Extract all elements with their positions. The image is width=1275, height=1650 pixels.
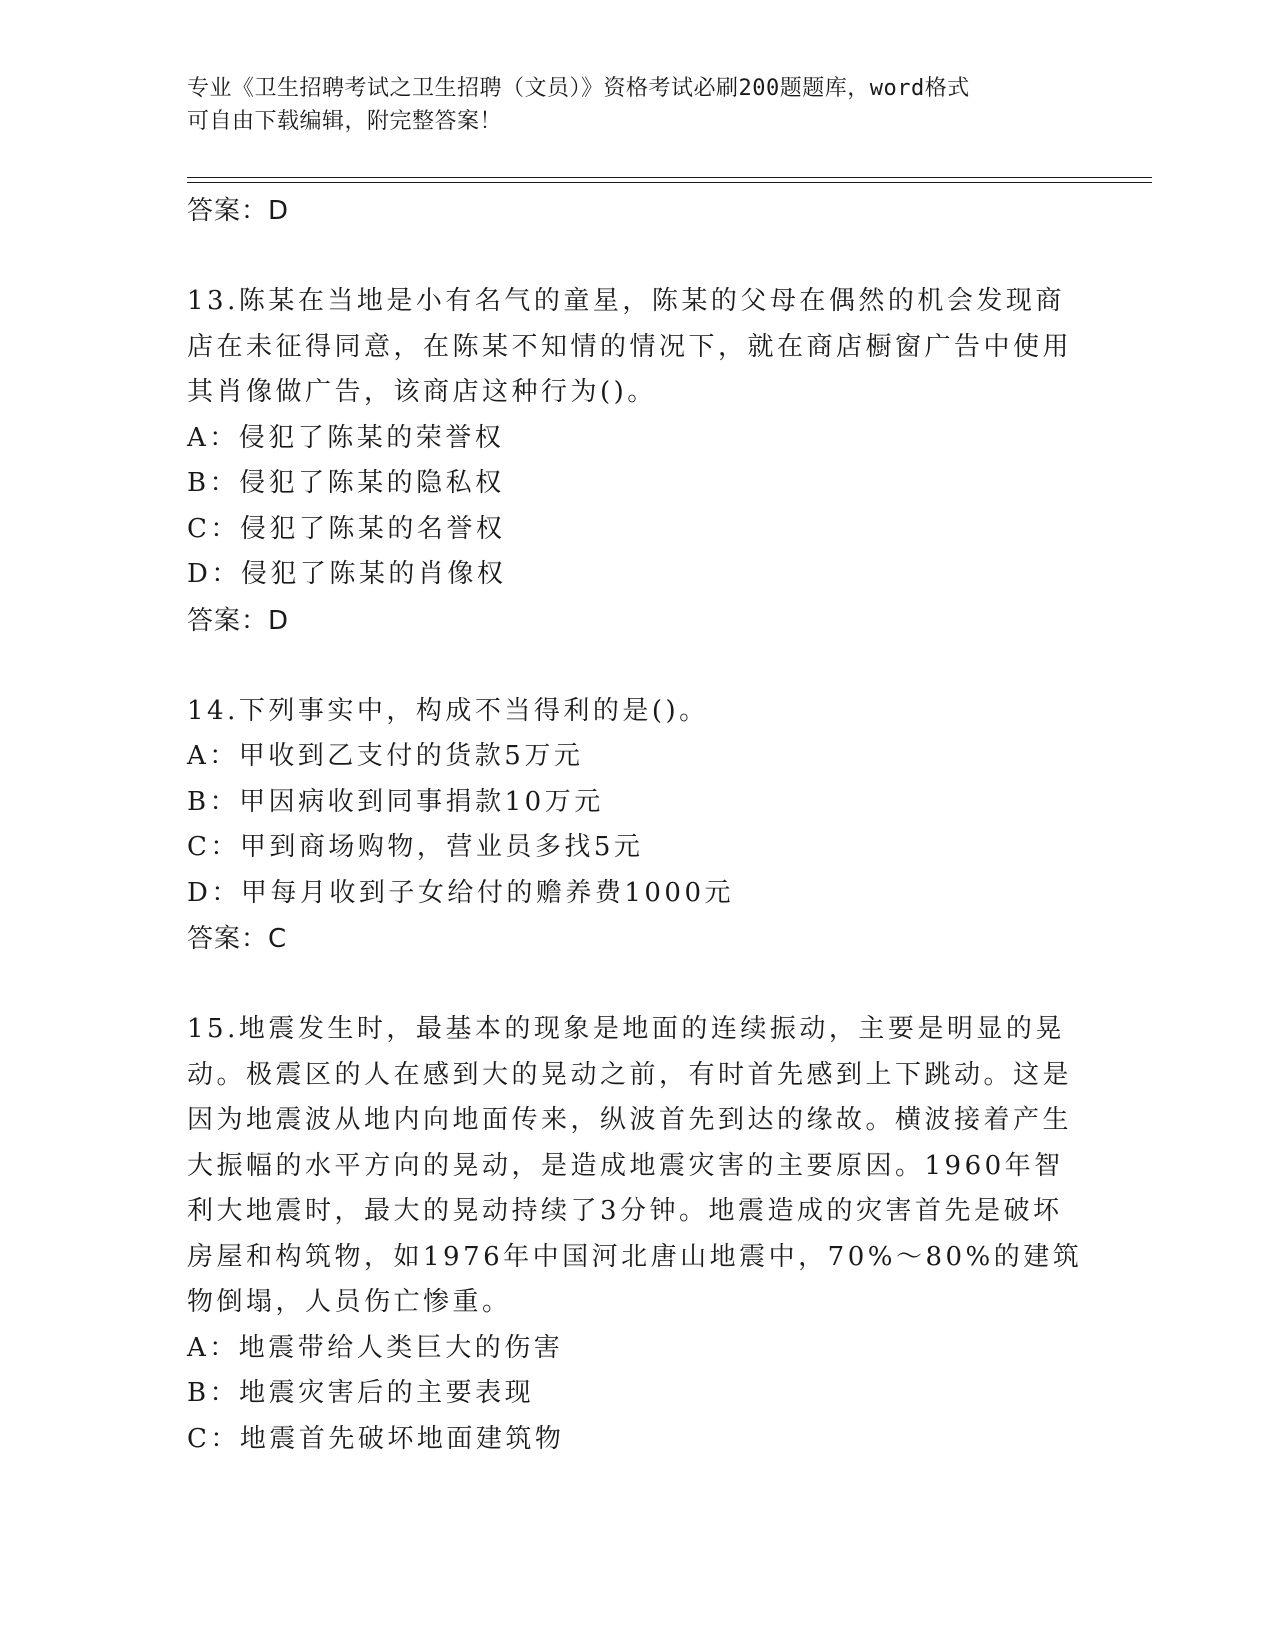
option-b: B：地震灾害后的主要表现 [187,1378,535,1408]
option-b: B：侵犯了陈某的隐私权 [187,468,505,498]
question-stem: 13.陈某在当地是小有名气的童星，陈某的父母在偶然的机会发现商店在未征得同意，在陈某不知情的情况下，就在商店橱窗广告中使用其肖像做广告，该商店这种行为()。 [187,286,1073,407]
question-15 [187,1007,1087,1462]
answer-14: 答案：C [187,924,288,954]
option-a: A：甲收到乙支付的货款5万元 [187,741,584,771]
header-line-1: 专业《卫生招聘考试之卫生招聘（文员）》资格考试必刷200题题库，word格式 [187,76,970,101]
answer-13: 答案：D [187,605,290,636]
document-header [187,72,1067,138]
question-stem: 14.下列事实中，构成不当得利的是()。 [187,695,709,726]
option-b: B：甲因病收到同事捐款10万元 [187,786,604,817]
header-divider-top [187,177,1152,178]
question-stem: 15.地震发生时，最基本的现象是地面的连续振动，主要是明显的晃动。极震区的人在感到大的晃动之前，有时首先感到上下跳动。这是因为地震波从地内向地面传来，纵波首先到达的缘故。横波接着产生大振幅的水平方向的晃动，是造成地震灾害的主要原因。1960年智利大地震时，最大的晃动持续了3分钟。地震造成的灾害首先是破坏房屋和构筑物，如1976年中国河北唐山地震中，70%～80%的建筑物倒塌，人员伤亡惨重。 [187,1014,1083,1317]
option-c: C：甲到商场购物，营业员多找5元 [187,832,644,862]
question-14 [187,689,1087,963]
header-divider-bottom [187,182,1152,183]
option-d: D：甲每月收到子女给付的赡养费1000元 [187,877,735,908]
option-c: C：侵犯了陈某的名誉权 [187,513,506,544]
option-a: A：地震带给人类巨大的伤害 [187,1332,564,1363]
question-13 [187,279,1087,644]
option-c: C：地震首先破坏地面建筑物 [187,1423,565,1454]
option-d: D：侵犯了陈某的肖像权 [187,559,507,589]
header-line-2: 可自由下载编辑，附完整答案！ [187,109,503,134]
option-a: A：侵犯了陈某的荣誉权 [187,422,505,453]
previous-answer: 答案：D [187,196,290,226]
question-list [187,188,1087,1462]
